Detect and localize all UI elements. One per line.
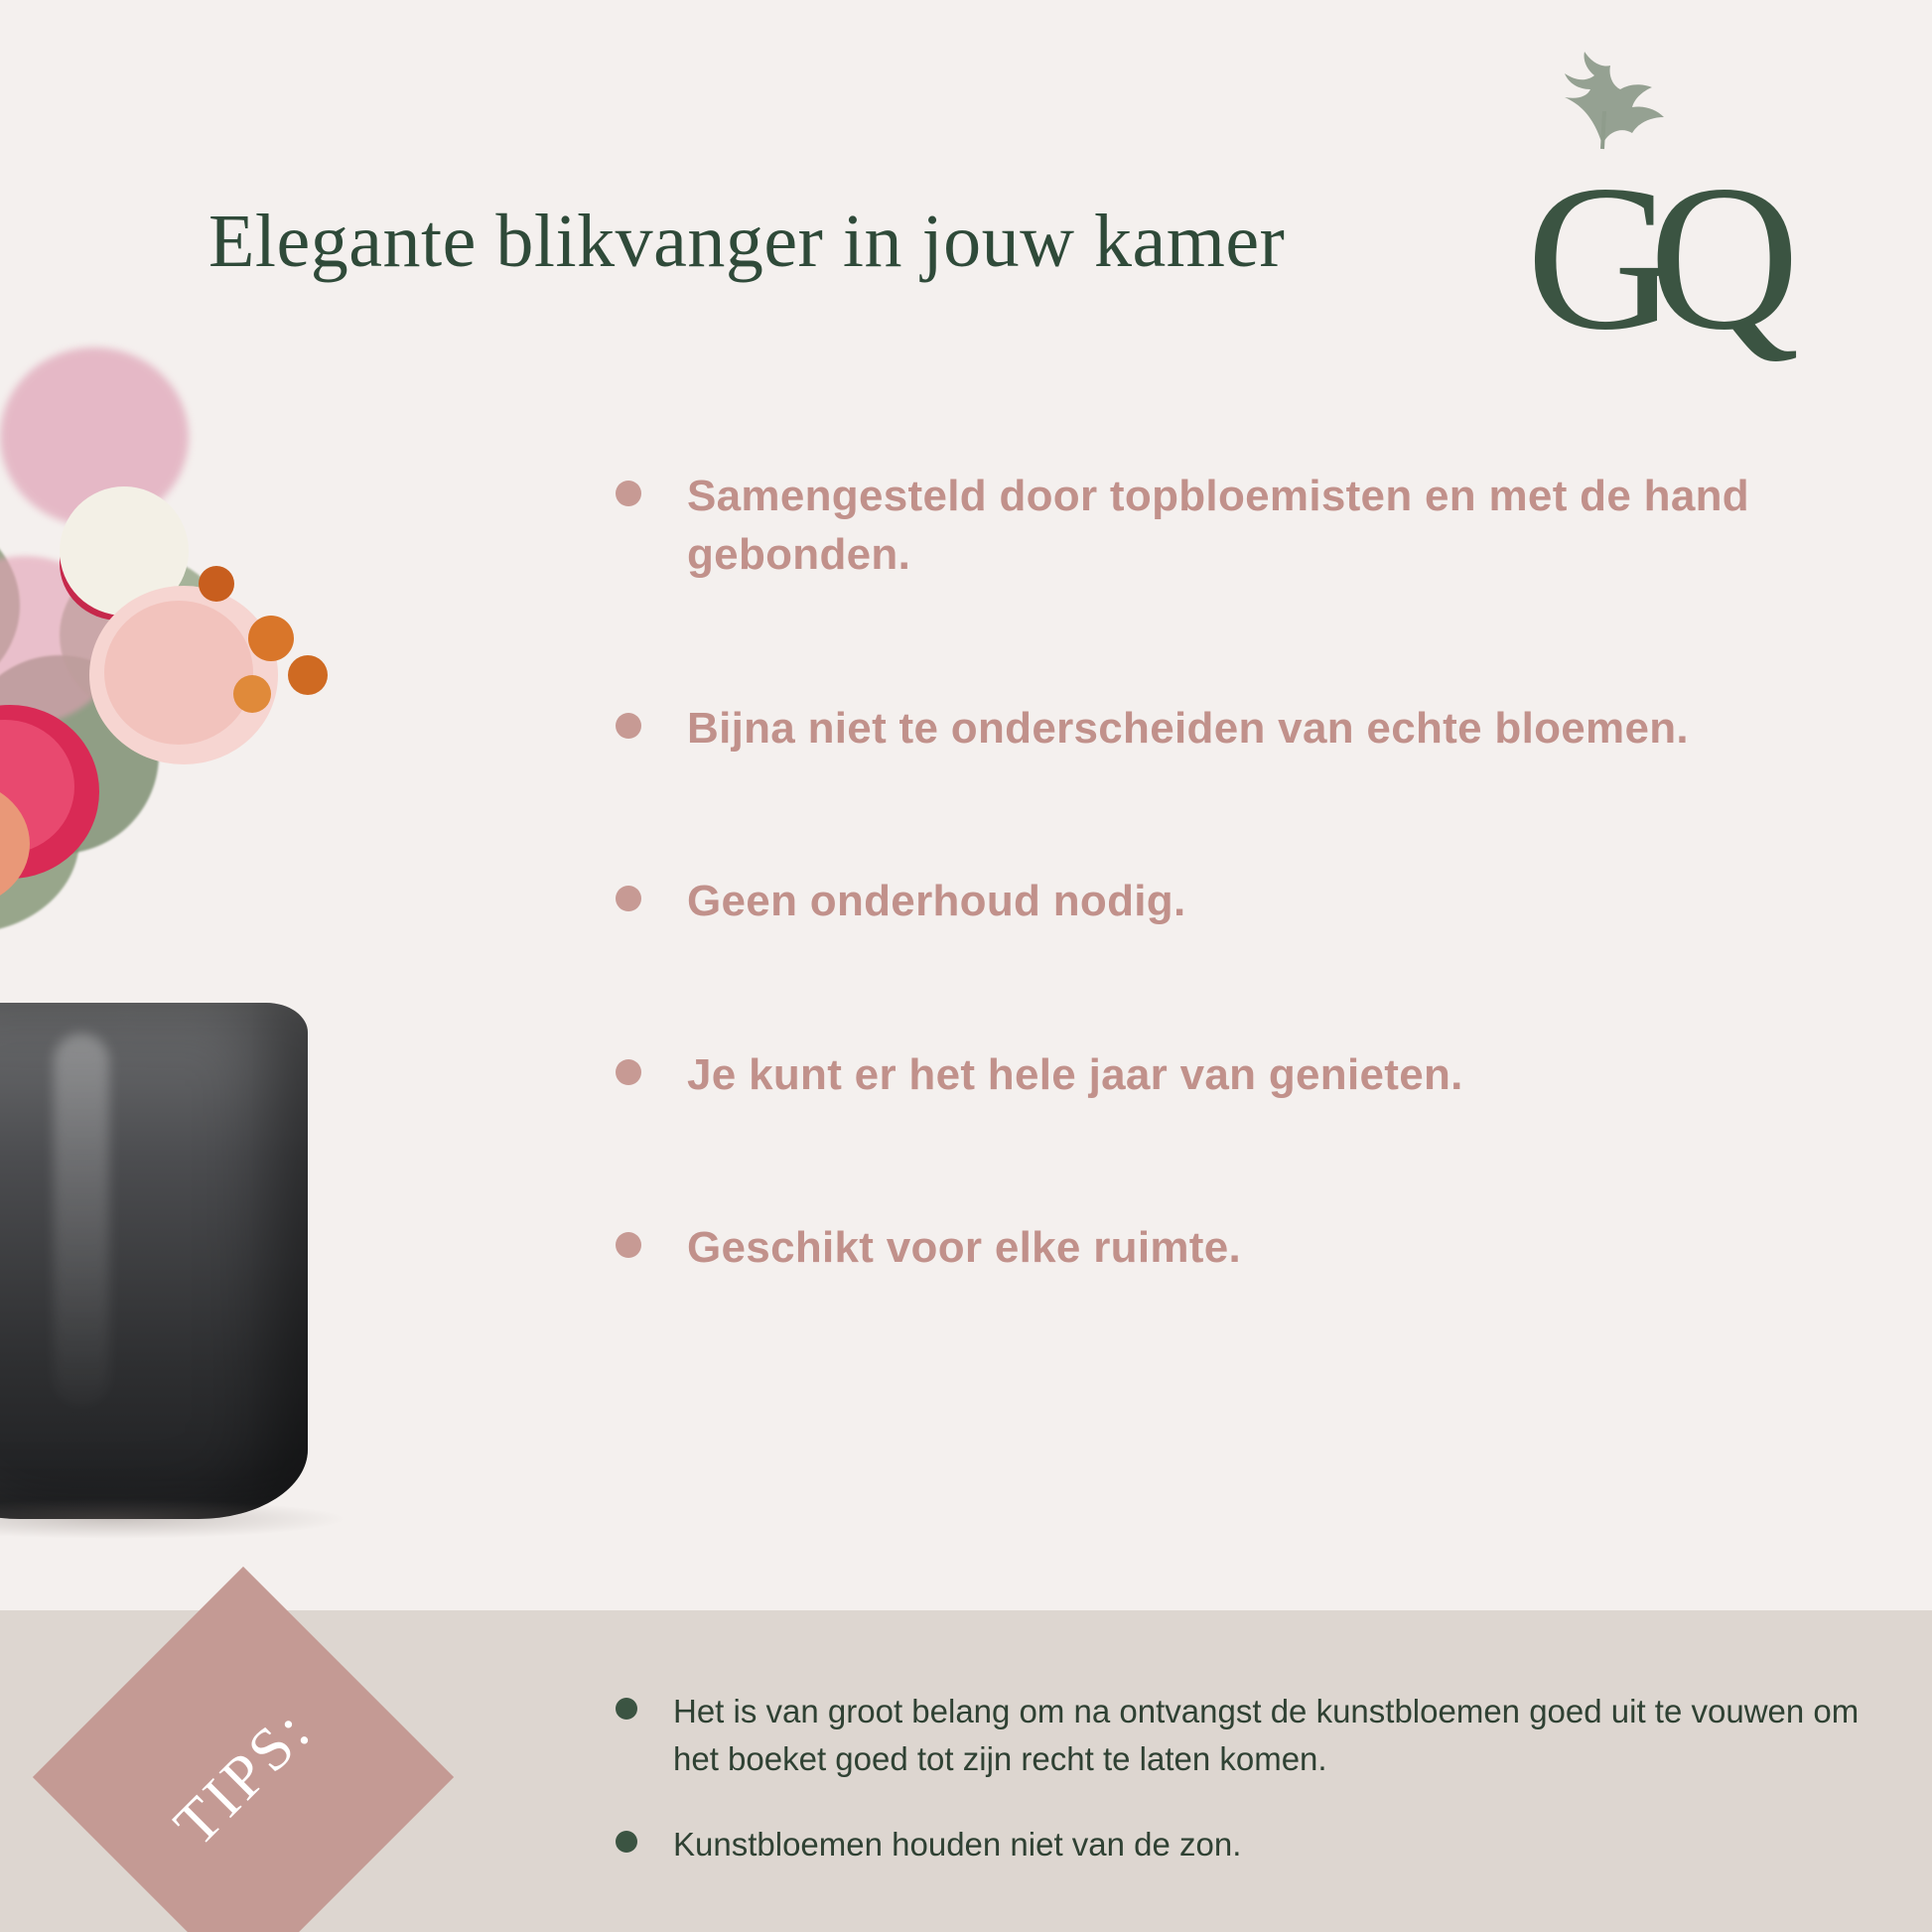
bullet-dot-icon — [616, 886, 641, 911]
list-item — [616, 1688, 1886, 1783]
feature-text: Geschikt voor elke ruimte. — [687, 1222, 1242, 1272]
product-photo — [0, 328, 536, 1628]
list-item — [616, 1821, 1886, 1868]
feature-text: Samengesteld door topbloemisten en met de hand gebonden. — [687, 472, 1749, 580]
bouquet-illustration — [0, 328, 407, 1042]
brand-logo — [1485, 40, 1813, 373]
vase-shadow — [0, 1499, 347, 1539]
feature-text: Je kunt er het hele jaar van genieten. — [687, 1049, 1463, 1099]
tips-label: TIPS: — [161, 1695, 325, 1859]
bullet-dot-icon — [616, 481, 641, 506]
list-item — [616, 699, 1876, 758]
bullet-dot-icon — [616, 1831, 637, 1853]
list-item — [616, 467, 1876, 585]
list-item — [616, 872, 1876, 930]
tips-list — [616, 1688, 1886, 1906]
bullet-dot-icon — [616, 1232, 641, 1258]
tip-text: Het is van groot belang om na ontvangst de kunstbloemen goed uit te vouwen om het boeket goed tot zijn recht te laten komen. — [673, 1693, 1860, 1777]
bullet-dot-icon — [616, 1698, 637, 1720]
bullet-dot-icon — [616, 713, 641, 739]
tip-text: Kunstbloemen houden niet van de zon. — [673, 1825, 1242, 1863]
bullet-dot-icon — [616, 1059, 641, 1085]
feature-text: Bijna niet te onderscheiden van echte bloemen. — [687, 703, 1689, 753]
list-item — [616, 1218, 1876, 1277]
list-item — [616, 1045, 1876, 1104]
glass-vase — [0, 1003, 308, 1519]
page-title: Elegante blikvanger in jouw kamer — [208, 200, 1286, 283]
feature-list — [616, 467, 1876, 1391]
feature-text: Geen onderhoud nodig. — [687, 877, 1186, 926]
logo-monogram: GQ — [1526, 143, 1772, 373]
